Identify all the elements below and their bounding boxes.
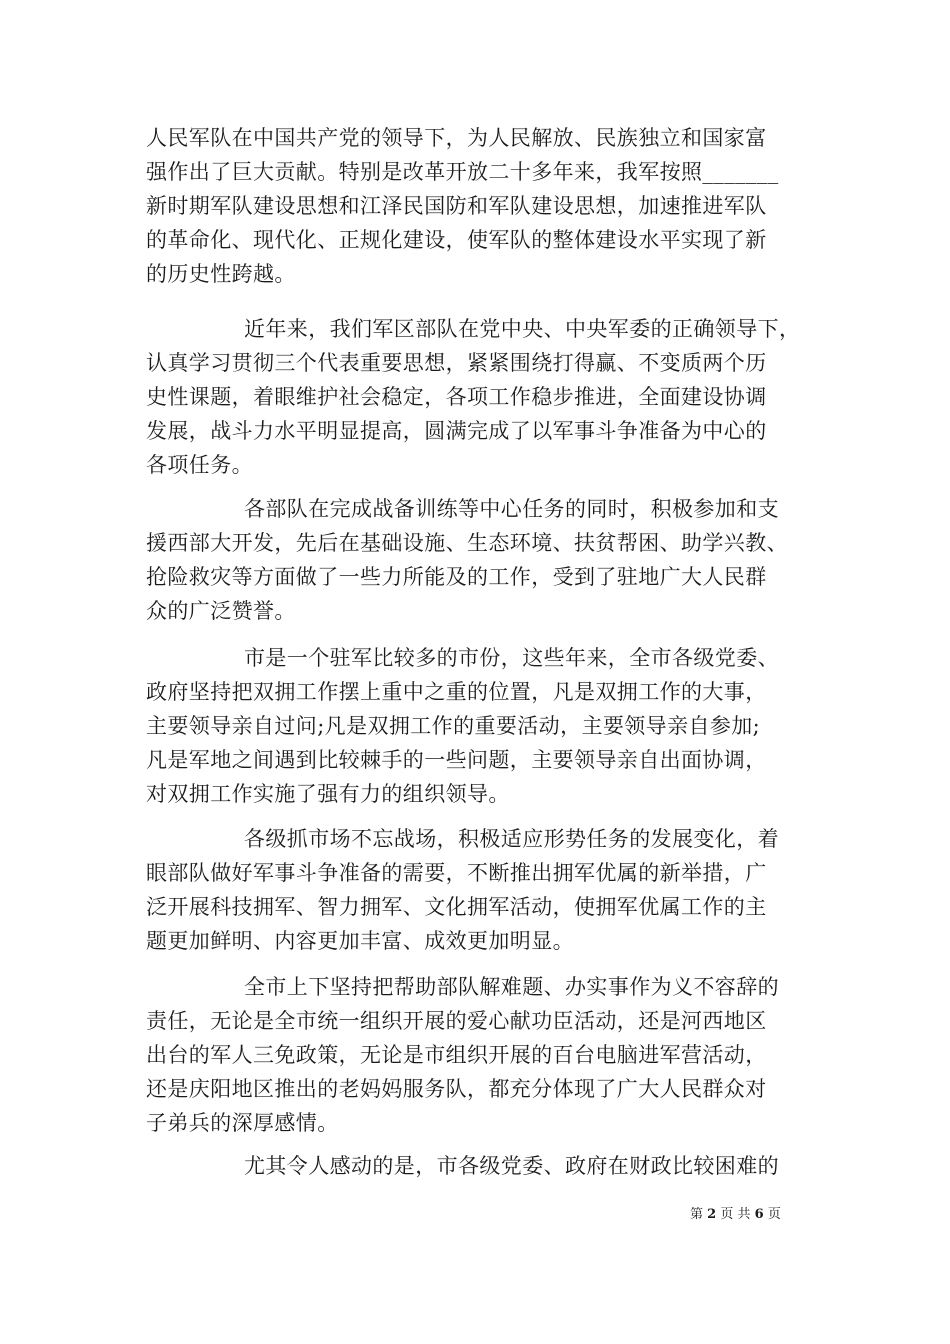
text-line: 眼部队做好军事斗争准备的需要，不断推出拥军优属的新举措，广 bbox=[146, 861, 767, 885]
current-page-number: 2 bbox=[707, 1207, 717, 1222]
text-line: 发展，战斗力水平明显提高，圆满完成了以军事斗争准备为中心的 bbox=[146, 419, 767, 443]
text-line: 各级抓市场不忘战场，积极适应形势任务的发展变化，着 bbox=[244, 827, 779, 851]
page-number-footer bbox=[690, 1206, 810, 1224]
text-line: 援西部大开发，先后在基础设施、生态环境、扶贫帮困、助学兴教、 bbox=[146, 531, 788, 555]
text-line: 的历史性跨越。 bbox=[146, 262, 296, 286]
text-line: 还是庆阳地区推出的老妈妈服务队，都充分体现了广大人民群众对 bbox=[146, 1077, 767, 1101]
text-line: 认真学习贯彻三个代表重要思想，紧紧围绕打得赢、不变质两个历 bbox=[146, 351, 767, 375]
text-line: 主要领导亲自过问;凡是双拥工作的重要活动，主要领导亲自参加; bbox=[146, 714, 761, 738]
text-line: 市是一个驻军比较多的市份，这些年来，全市各级党委、 bbox=[244, 646, 779, 670]
total-pages-number: 6 bbox=[754, 1207, 764, 1222]
text-line: 近年来，我们军区部队在党中央、中央军委的正确领导下， bbox=[244, 317, 801, 341]
text-line: 责任，无论是全市统一组织开展的爱心献功臣活动，还是河西地区 bbox=[146, 1009, 767, 1033]
text-line: 众的广泛赞誉。 bbox=[146, 599, 296, 623]
text-line: 尤其令人感动的是，市各级党委、政府在财政比较困难的 bbox=[244, 1154, 779, 1178]
text-line: 题更加鲜明、内容更加丰富、成效更加明显。 bbox=[146, 929, 574, 953]
footer-middle: 页 共 bbox=[720, 1207, 751, 1222]
footer-prefix: 第 bbox=[690, 1207, 704, 1222]
text-line: 各项任务。 bbox=[146, 453, 253, 477]
text-line: 出台的军人三免政策，无论是市组织开展的百台电脑进军营活动， bbox=[146, 1043, 767, 1067]
text-line: 史性课题，着眼维护社会稳定，各项工作稳步推进，全面建设协调 bbox=[146, 385, 767, 409]
text-line: 各部队在完成战备训练等中心任务的同时，积极参加和支 bbox=[244, 497, 779, 521]
text-line: 子弟兵的深厚感情。 bbox=[146, 1111, 339, 1135]
text-line: 政府坚持把双拥工作摆上重中之重的位置，凡是双拥工作的大事， bbox=[146, 680, 767, 704]
text-line: 新时期军队建设思想和江泽民国防和军队建设思想，加速推进军队 bbox=[146, 194, 767, 218]
text-line: 泛开展科技拥军、智力拥军、文化拥军活动，使拥军优属工作的主 bbox=[146, 895, 767, 919]
footer-suffix: 页 bbox=[767, 1207, 781, 1222]
text-line: 的革命化、现代化、正规化建设，使军队的整体建设水平实现了新 bbox=[146, 228, 767, 252]
text-line: 对双拥工作实施了强有力的组织领导。 bbox=[146, 782, 510, 806]
text-line: 强作出了巨大贡献。特别是改革开放二十多年来，我军按照_______ bbox=[146, 160, 779, 184]
text-line: 全市上下坚持把帮助部队解难题、办实事作为义不容辞的 bbox=[244, 975, 779, 999]
text-line: 人民军队在中国共产党的领导下，为人民解放、民族独立和国家富 bbox=[146, 126, 767, 150]
text-line: 凡是军地之间遇到比较棘手的一些问题，主要领导亲自出面协调， bbox=[146, 748, 767, 772]
text-line: 抢险救灾等方面做了一些力所能及的工作，受到了驻地广大人民群 bbox=[146, 565, 767, 589]
